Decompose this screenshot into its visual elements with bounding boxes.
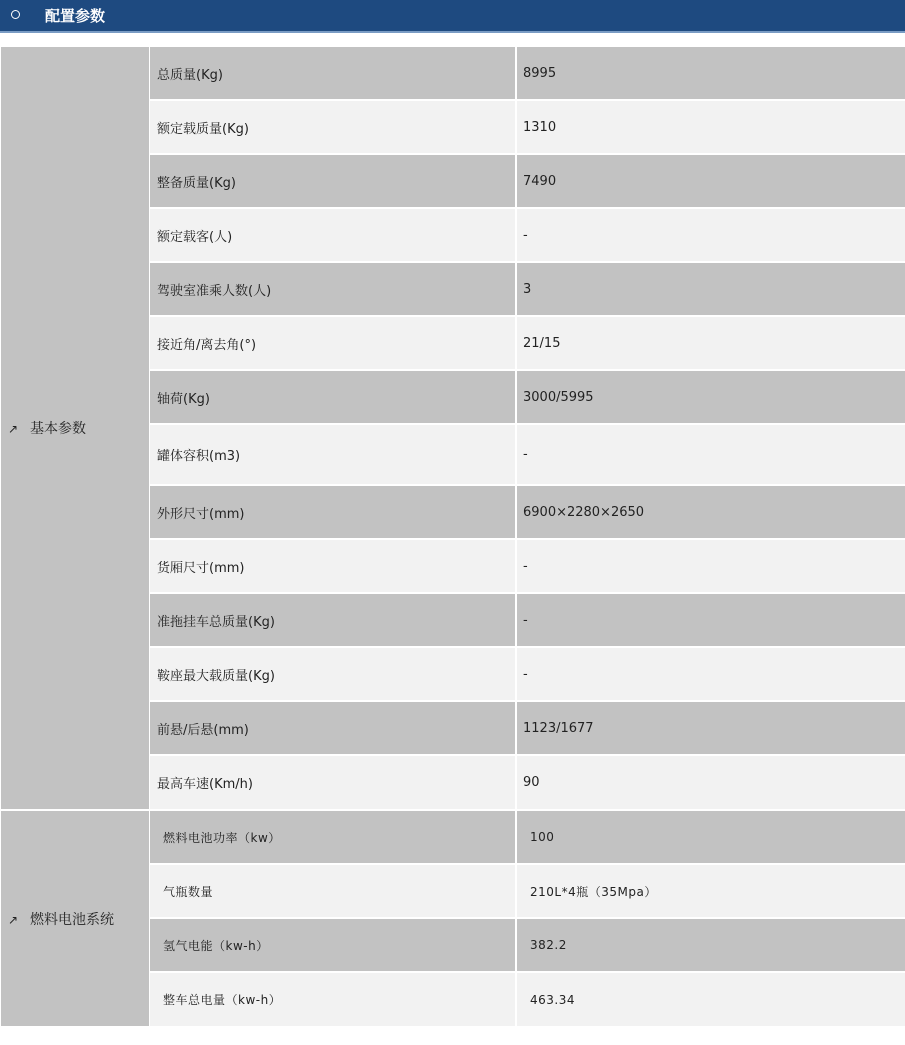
section-title: 配置参数 [45, 7, 106, 25]
param-value: - [517, 425, 905, 484]
param-name: 外形尺寸(mm) [150, 486, 515, 538]
param-name: 前悬/后悬(mm) [150, 702, 515, 754]
param-value: - [517, 648, 905, 700]
table-row [150, 756, 905, 809]
table-row [150, 973, 905, 1026]
param-name: 最高车速(Km/h) [150, 756, 515, 809]
table-row [150, 371, 905, 423]
table-row [150, 865, 905, 917]
table-row [150, 317, 905, 369]
param-name: 整备质量(Kg) [150, 155, 515, 207]
circle-icon [11, 10, 20, 19]
param-name: 氢气电能（kw-h） [150, 919, 515, 971]
param-value: 210L*4瓶（35Mpa） [517, 865, 905, 917]
param-name: 轴荷(Kg) [150, 371, 515, 423]
param-value: 6900×2280×2650 [517, 486, 905, 538]
table-row [150, 101, 905, 153]
arrow-up-right-icon: ↗ [8, 912, 19, 927]
table-row [150, 425, 905, 484]
param-value: 8995 [517, 47, 905, 99]
param-name: 驾驶室准乘人数(人) [150, 263, 515, 315]
param-value: 3000/5995 [517, 371, 905, 423]
table-row [150, 648, 905, 700]
table-row [150, 811, 905, 863]
param-value: - [517, 209, 905, 261]
table-row [150, 263, 905, 315]
param-name: 燃料电池功率（kw） [150, 811, 515, 863]
param-value: 3 [517, 263, 905, 315]
arrow-up-right-icon: ↗ [8, 422, 19, 436]
table-row [150, 919, 905, 971]
section-header [0, 0, 905, 33]
param-name: 货厢尺寸(mm) [150, 540, 515, 592]
param-value: 1123/1677 [517, 702, 905, 754]
table-row [150, 540, 905, 592]
param-name: 额定载质量(Kg) [150, 101, 515, 153]
table-row [150, 594, 905, 646]
param-name: 准拖挂车总质量(Kg) [150, 594, 515, 646]
param-value: 7490 [517, 155, 905, 207]
group-label: 燃料电池系统 [30, 911, 114, 928]
table-row [150, 209, 905, 261]
table-row [150, 47, 905, 99]
param-name: 气瓶数量 [150, 865, 515, 917]
group-basic-params [1, 47, 149, 809]
param-value: - [517, 540, 905, 592]
param-value: 382.2 [517, 919, 905, 971]
table-row [150, 702, 905, 754]
param-name: 整车总电量（kw-h） [150, 973, 515, 1026]
param-value: - [517, 594, 905, 646]
param-name: 鞍座最大载质量(Kg) [150, 648, 515, 700]
group-fuel-cell-system [1, 811, 149, 1026]
table-row [150, 486, 905, 538]
group-label: 基本参数 [30, 421, 86, 437]
param-value: 1310 [517, 101, 905, 153]
param-value: 463.34 [517, 973, 905, 1026]
param-name: 接近角/离去角(°) [150, 317, 515, 369]
param-name: 罐体容积(m3) [150, 425, 515, 484]
param-value: 100 [517, 811, 905, 863]
param-value: 21/15 [517, 317, 905, 369]
param-value: 90 [517, 756, 905, 809]
param-name: 额定载客(人) [150, 209, 515, 261]
param-name: 总质量(Kg) [150, 47, 515, 99]
table-row [150, 155, 905, 207]
